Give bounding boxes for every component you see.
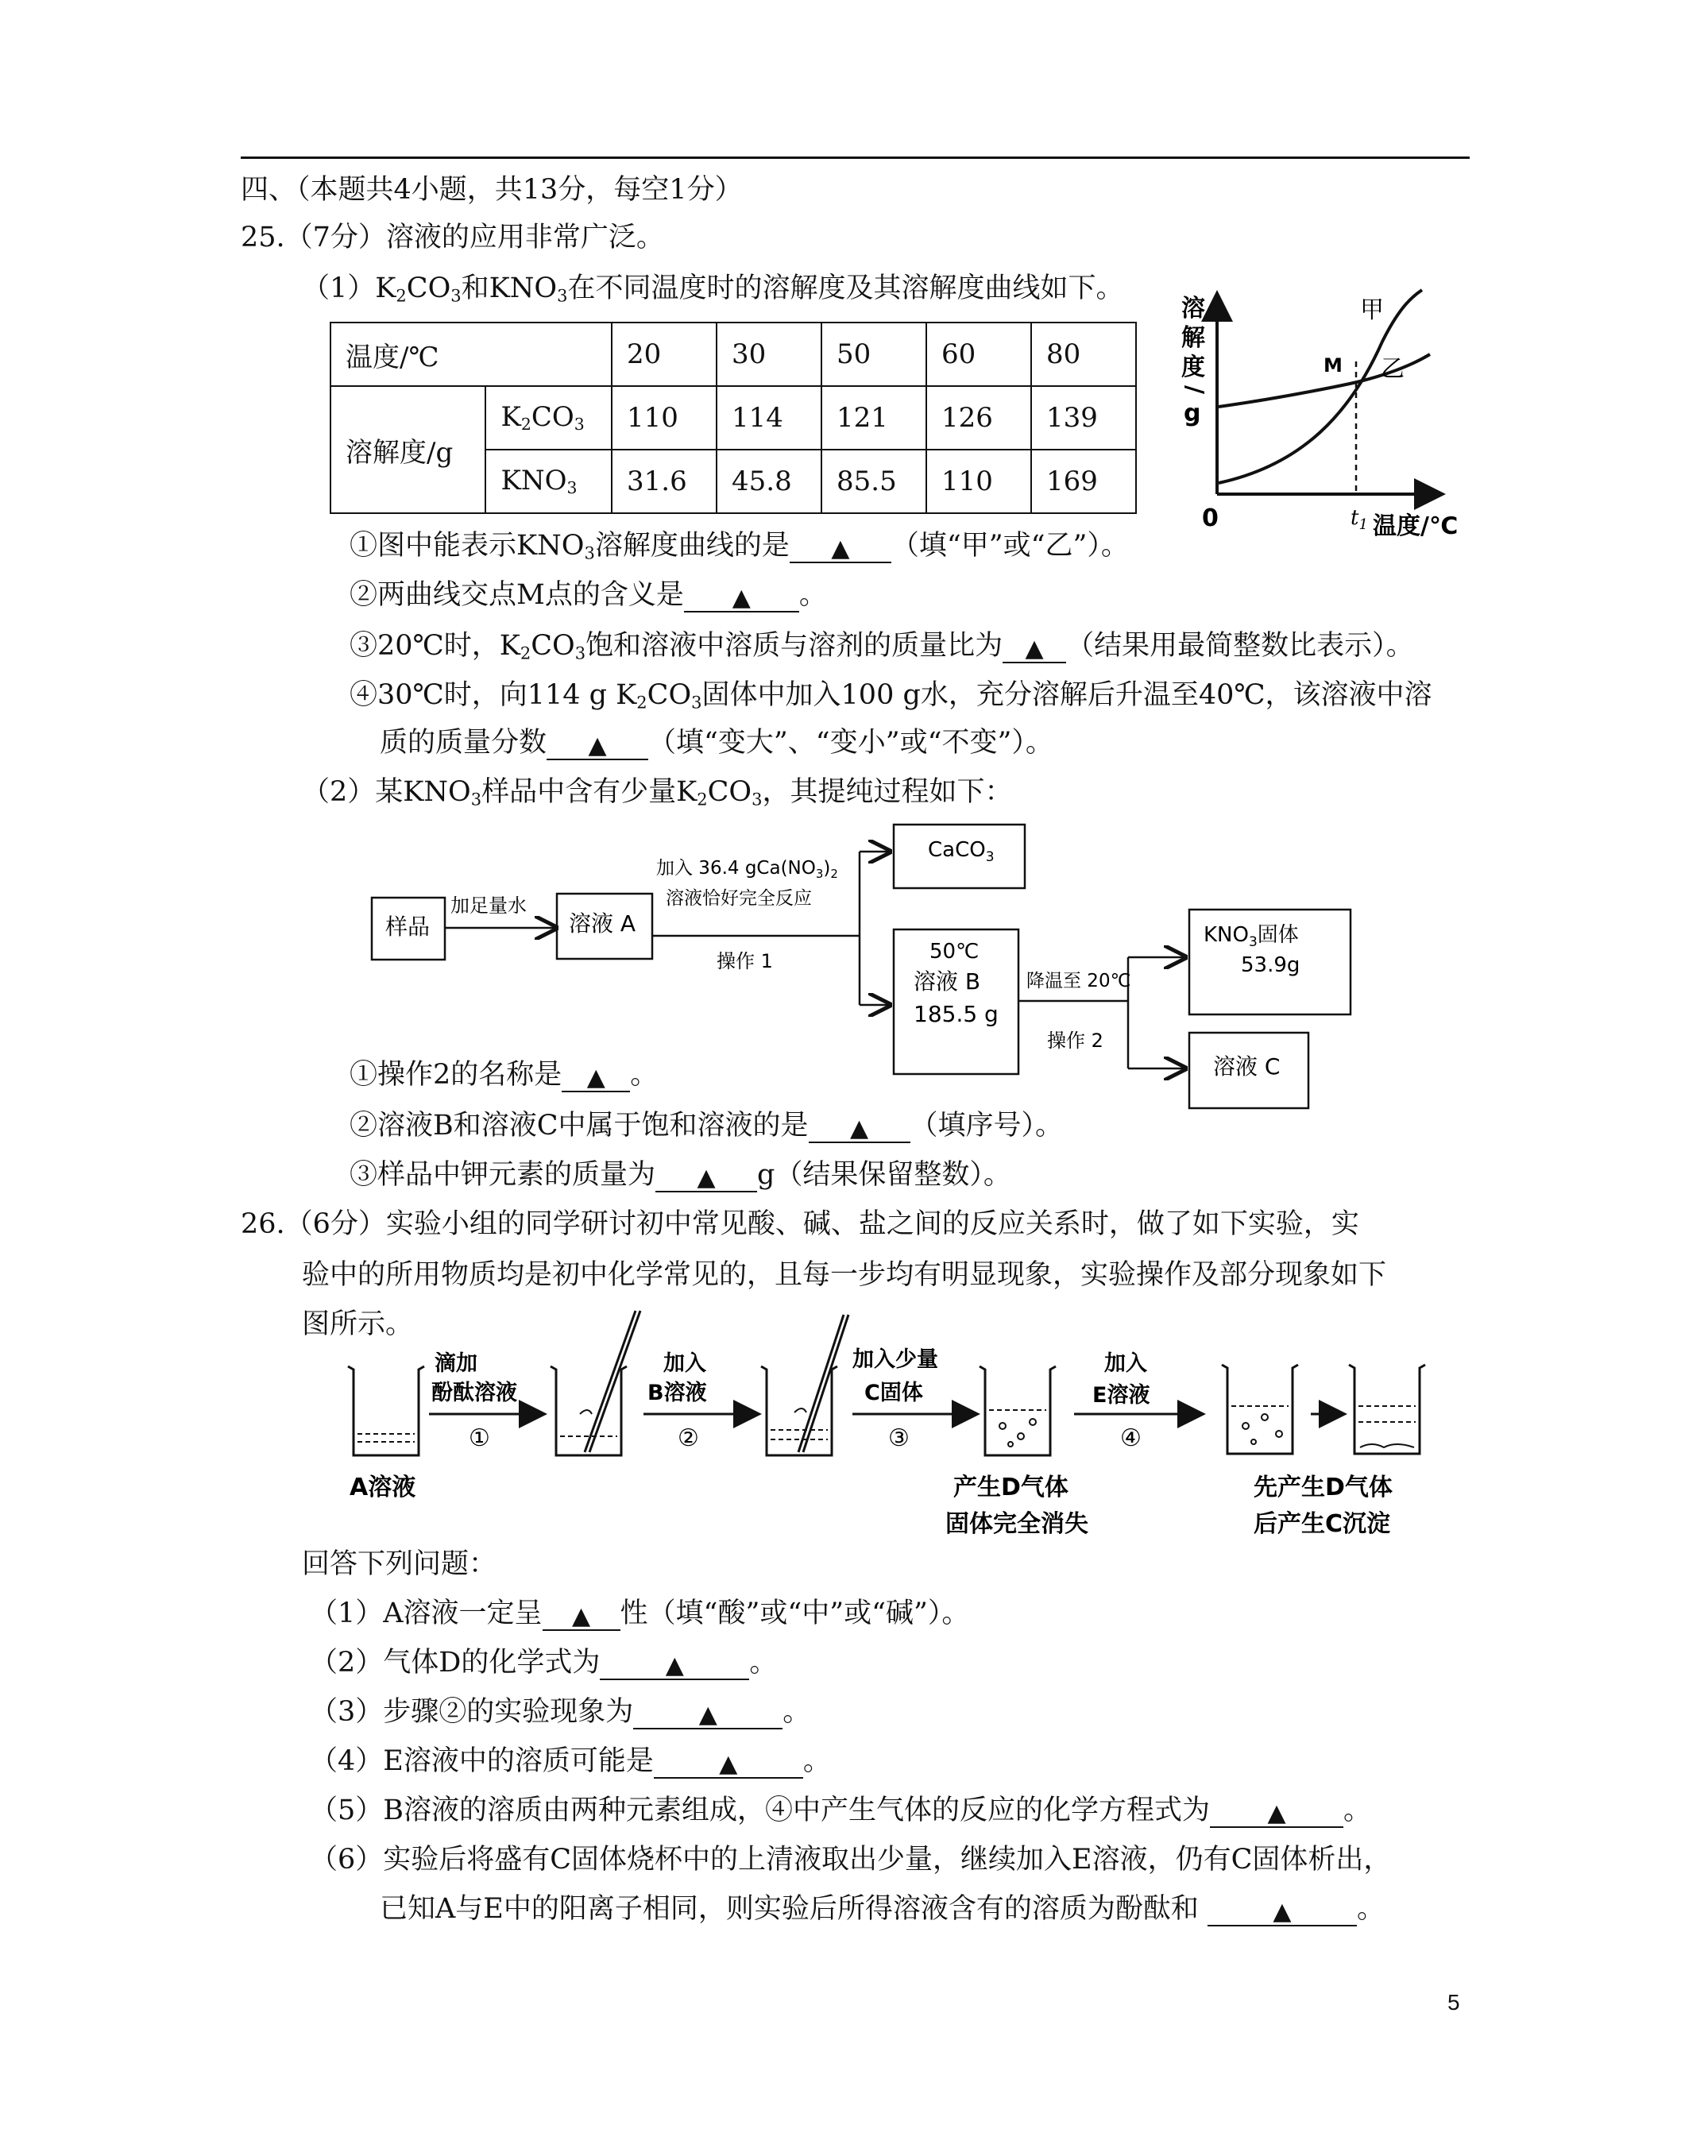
x-axis-label: 温度/℃ [1373,512,1459,540]
q25-part2-intro: （2）某$KNO_3$样品中含有少量$K_2CO_3$，其提纯过程如下： [302,776,1013,809]
answer-blank[interactable]: ▲ [543,1602,620,1631]
op2-label: 操作 2 [1047,1030,1103,1052]
q25-1-d-line1: ④30℃时，向114 g $K_2CO_3$固体中加入100 g水，充分溶解后升温至40℃，该溶液中溶 [350,679,1432,713]
y-label-char: g [1184,400,1201,427]
step4-label: 加入 [1104,1351,1147,1376]
beaker-a [348,1366,424,1455]
obs4-line2: 后产生C沉淀 [1254,1510,1391,1538]
temp-cell: 50 [821,323,926,386]
beaker-5 [1222,1365,1298,1454]
answer-blank[interactable]: ▲ [655,1163,757,1192]
q25-intro: 25.（7分）溶液的应用非常广泛。 [241,222,664,253]
kno3-value: 85.5 [821,450,926,513]
beaker-3 [761,1315,848,1455]
step4-number: ④ [1120,1424,1142,1452]
solubility-header: 溶解度/g [330,386,485,513]
answer-blank[interactable]: ▲ [562,1063,630,1092]
q25-2-b: ②溶液B和溶液C中属于饱和溶液的是 ▲ （填序号）。 [350,1110,1064,1142]
y-label-char: / [1181,385,1208,394]
q25-2-a: ①操作2的名称是 ▲ 。 [350,1059,659,1092]
add-water-label: 加足量水 [450,894,527,917]
answer-blank[interactable]: ▲ [600,1651,749,1680]
step3-number: ③ [888,1424,910,1452]
k2co3-value: 126 [926,386,1031,450]
k2co3-value: 139 [1031,386,1136,450]
q26-intro-line2: 验中的所用物质均是初中化学常见的，且每一步均有明显现象，实验操作及部分现象如下 [302,1259,1387,1291]
solution-c-label: 溶液 C [1213,1053,1281,1080]
q25-1-a: ①图中能表示$KNO_3$溶解度曲线的是 ▲ （填“甲”或“乙”）。 [350,530,1129,563]
point-m-label: M [1324,354,1343,377]
answer-blank[interactable]: ▲ [790,534,891,563]
answer-blank[interactable]: ▲ [1003,634,1066,663]
t1-label: $t_1$ [1351,506,1368,533]
step1-number: ① [469,1424,490,1452]
q26-q5: （5）B溶液的溶质由两种元素组成，④中产生气体的反应的化学方程式为 ▲ 。 [310,1795,1372,1827]
q26-intro-line1: 26.（6分）实验小组的同学研讨初中常见酸、碱、盐之间的反应关系时，做了如下实验，实 [241,1208,1359,1240]
reagent-label: 加入 36.4 $gCa(NO_3)_2$ [656,858,838,881]
temp-cell: 20 [612,323,717,386]
label-a-solution: A溶液 [350,1474,416,1501]
step1-label: 酚酞溶液 [431,1381,517,1405]
q26-q1: （1）A溶液一定呈 ▲ 性（填“酸”或“中”或“碱”）。 [310,1598,970,1630]
kno3-value: 110 [926,450,1031,513]
step4-label: E溶液 [1092,1383,1150,1408]
beaker-6 [1349,1365,1425,1454]
q26-q6-line2: 已知A与E中的阳离子相同，则实验后所得溶液含有的溶质为酚酞和 ▲ 。 [380,1893,1385,1926]
step1-label: 滴加 [435,1351,477,1376]
obs3-line2: 固体完全消失 [945,1510,1088,1538]
answer-blank[interactable]: ▲ [547,731,648,760]
curve-jia-label: 甲 [1360,296,1384,324]
answer-blank[interactable]: ▲ [809,1114,910,1143]
beaker-2 [551,1311,640,1455]
q25-part1-intro: $(1)K_2CO_3$和$KNO_3$在不同温度时的溶解度及其溶解度曲线如下。 [302,272,1124,306]
kno3-mass-label: 53.9g [1241,953,1300,977]
kno3-label: $KNO_3$ [485,450,612,513]
cool-label: 降温至 20℃ [1026,971,1131,991]
obs3-line1: 产生D气体 [953,1474,1068,1501]
section-header: 四、（本题共4小题，共13分，每空1分） [241,174,743,206]
step2-number: ② [678,1424,699,1452]
curve-yi-label: 乙 [1381,355,1405,383]
beaker-4 [980,1366,1056,1455]
step3-label: C固体 [864,1381,923,1405]
answer-blank[interactable]: ▲ [654,1749,803,1779]
answer-blank[interactable]: ▲ [633,1700,783,1729]
y-label-char: 溶 [1181,295,1205,323]
temp-cell: 60 [926,323,1031,386]
temp-cell: 30 [717,323,821,386]
op1-label: 操作 1 [717,950,773,972]
origin-label: 0 [1202,504,1219,532]
page-number: 5 [1447,1990,1460,2015]
q26-q2: （2）气体D的化学式为 ▲ 。 [310,1647,778,1679]
answer-blank[interactable]: ▲ [1210,1799,1343,1828]
k2co3-value: 114 [717,386,821,450]
kno3-value: 31.6 [612,450,717,513]
q25-1-d-line2: 质的质量分数 ▲ （填“变大”、“变小”或“不变”）。 [380,727,1053,759]
solution-a-label: 溶液 A [569,910,636,937]
step3-label: 加入少量 [852,1347,938,1372]
step2-label: 加入 [663,1351,706,1376]
y-label-char: 度 [1181,354,1205,381]
q26-q4: （4）E溶液中的溶质可能是 ▲ 。 [310,1745,831,1778]
b-name-label: 溶液 B [914,968,981,995]
sample-label: 样品 [385,914,431,940]
kno3-value: 45.8 [717,450,821,513]
answer-blank[interactable]: ▲ [1208,1897,1357,1926]
kno3-value: 169 [1031,450,1136,513]
step2-label: B溶液 [647,1381,707,1405]
b-mass-label: 185.5 g [914,1001,999,1027]
temp-header: 温度/℃ [330,323,612,386]
obs4-line1: 先产生D气体 [1254,1474,1393,1501]
k2co3-label: $K_2CO_3$ [485,386,612,450]
q26-q3: （3）步骤②的实验现象为 ▲ 。 [310,1696,811,1729]
reagent-label-2: 溶液恰好完全反应 [666,888,812,909]
caco3-label: CaCO$_3$ [928,838,995,865]
y-label-char: 解 [1181,324,1205,352]
k2co3-value: 110 [612,386,717,450]
q26-intro-line3: 图所示。 [302,1308,414,1340]
q25-2-c: ③样品中钾元素的质量为 ▲ g（结果保留整数）。 [350,1159,1011,1192]
b-temp-label: 50℃ [929,940,980,964]
answer-blank[interactable]: ▲ [684,583,799,612]
q26-answer-intro: 回答下列问题： [302,1548,497,1580]
q25-1-c: ③20℃时，$K_2CO_3$饱和溶液中溶质与溶剂的质量比为 ▲ （结果用最简整数比表示）。 [350,630,1414,663]
kno3-solid-label: $KNO_3$固体 [1204,923,1299,950]
k2co3-value: 121 [821,386,926,450]
q25-1-b: ②两曲线交点M点的含义是 ▲ 。 [350,579,827,612]
q26-q6-line1: （6）实验后将盛有C固体烧杯中的上清液取出少量，继续加入E溶液，仍有C固体析出， [310,1844,1392,1876]
temp-cell: 80 [1031,323,1136,386]
